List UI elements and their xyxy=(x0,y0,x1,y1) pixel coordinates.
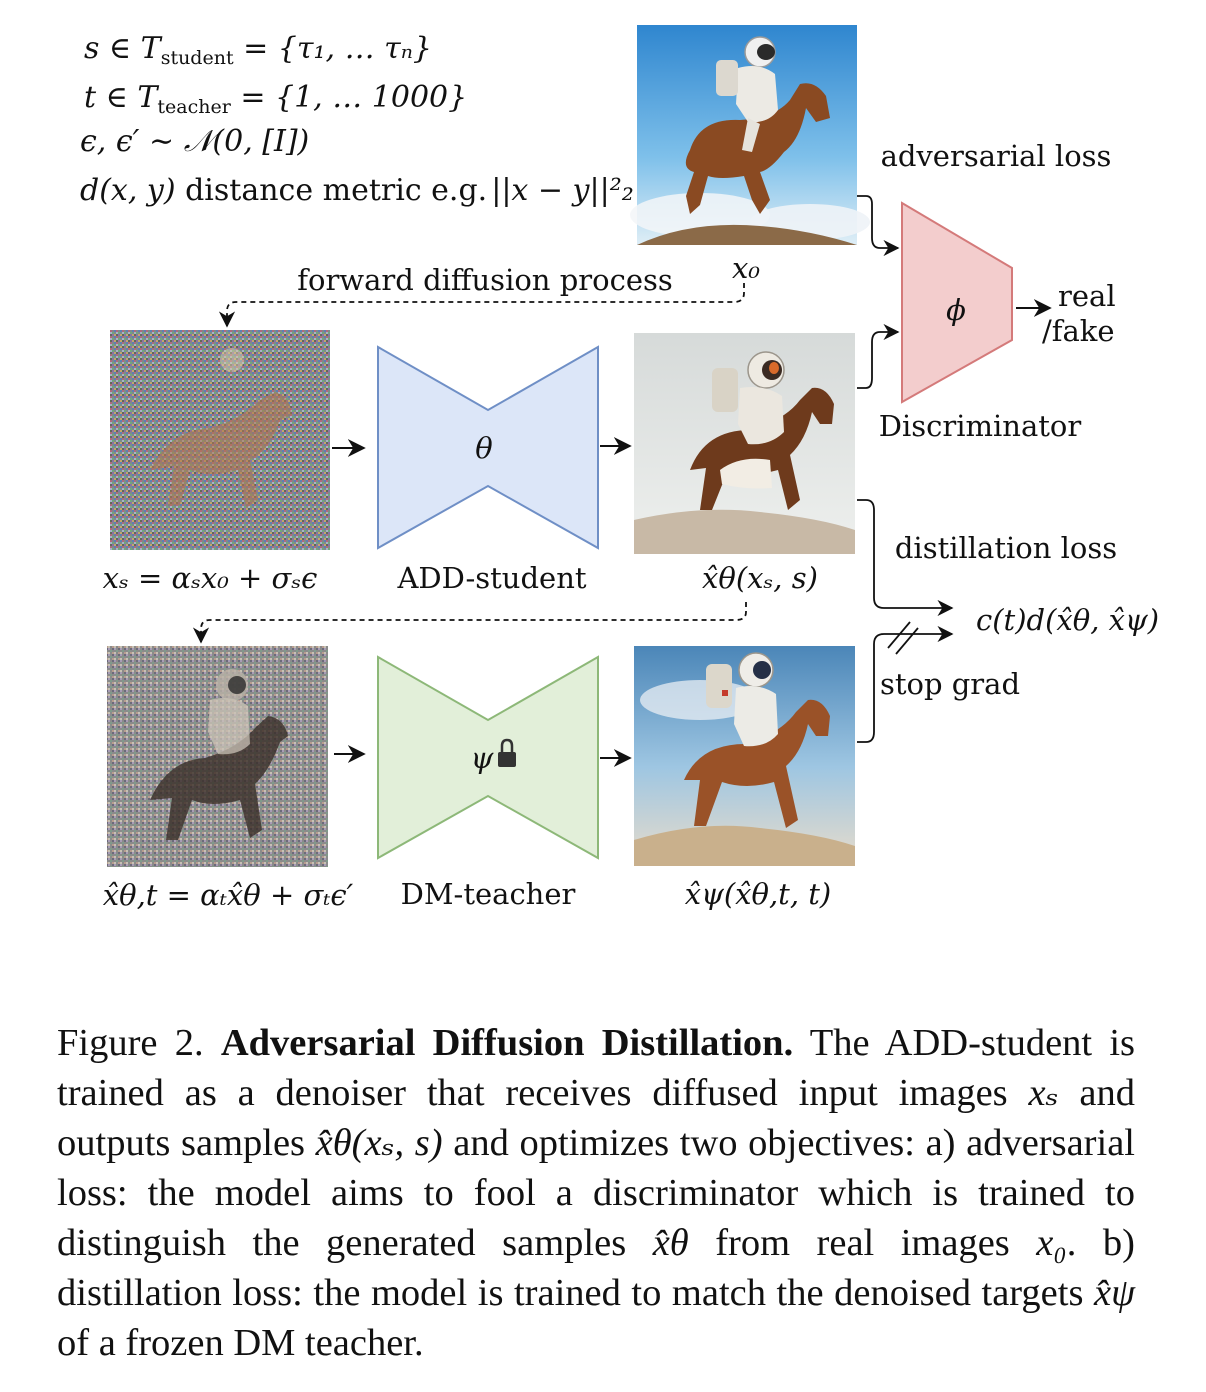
discriminator-symbol: ϕ xyxy=(946,293,966,327)
svg-text:s ∈ Tstudent = {τ₁, … τₙ} xyxy=(84,31,432,69)
notation-line3: ϵ, ϵ′ ∼ 𝒩(0, [I]) xyxy=(80,124,310,159)
label-add-student: ADD-student xyxy=(397,561,587,595)
caption-part4: from real images xyxy=(688,1222,1037,1264)
caption-math-xhat-psi: x̂ψ xyxy=(1093,1272,1135,1314)
notation-block xyxy=(80,31,634,208)
notation-line4-text: distance metric e.g. xyxy=(175,173,488,208)
label-noisy-student: x̂θ,t = αₜx̂θ + σₜϵ′ xyxy=(102,878,354,912)
caption-part3: and optimizes two objectives: a) adversarial loss: the model aims to fool a discriminator which is trained to distinguish the generated samples xyxy=(57,1122,1135,1264)
label-student-output: x̂θ(xₛ, s) xyxy=(702,561,818,595)
noisy-image-xs xyxy=(110,330,330,550)
label-real: real xyxy=(1058,279,1116,313)
label-loss-expression: c(t)d(x̂θ, x̂ψ) xyxy=(976,603,1160,637)
label-adversarial-loss: adversarial loss xyxy=(880,139,1112,173)
label-noisy-input: xₛ = αₛx₀ + σₛϵ xyxy=(102,561,318,595)
label-forward-diffusion: forward diffusion process xyxy=(297,263,673,297)
notation-line1-sub: student xyxy=(160,47,234,69)
student-symbol: θ xyxy=(475,431,493,465)
notation-line2: t ∈ T xyxy=(84,80,158,115)
label-fake: /fake xyxy=(1042,314,1115,348)
notation-line2-rest: = {1, … 1000} xyxy=(230,80,468,115)
caption-part6: of a frozen DM teacher. xyxy=(57,1322,424,1364)
caption-math-xhat-theta-xs: x̂θ(xₛ, s) xyxy=(315,1122,443,1164)
caption-figure-number: Figure 2. xyxy=(57,1022,204,1064)
notation-line1: s ∈ T xyxy=(84,31,161,66)
label-stop-grad: stop grad xyxy=(879,667,1021,701)
caption-math-xs: xₛ xyxy=(1028,1072,1059,1114)
label-distillation-loss: distillation loss xyxy=(894,531,1118,565)
renoise-arrow xyxy=(201,602,746,642)
notation-line2-sub: teacher xyxy=(157,96,231,118)
teacher-output-image xyxy=(634,646,855,866)
caption-part5: . b) distillation loss: the model is trained to match the denoised targets xyxy=(57,1222,1135,1314)
svg-text:t ∈ Tteacher = {1, … 1000} xyxy=(84,80,467,118)
caption-math-x0: x₀ xyxy=(1036,1222,1067,1264)
caption-title: Adversarial Diffusion Distillation. xyxy=(220,1022,794,1064)
noisy-student-image xyxy=(107,646,328,867)
caption-math-xhat-theta: x̂θ xyxy=(652,1222,689,1264)
caption-part1: The ADD-student is trained as a denoiser that receives diffused input images xyxy=(57,1022,1135,1114)
stop-grad-mark-2 xyxy=(896,628,918,654)
stop-grad-mark-1 xyxy=(888,622,910,648)
figure-caption xyxy=(57,1018,1135,1368)
label-x0: x₀ xyxy=(732,251,760,285)
label-discriminator: Discriminator xyxy=(878,409,1082,443)
label-dm-teacher: DM-teacher xyxy=(400,877,576,911)
teacher-symbol: ψ xyxy=(470,741,494,775)
arrow-fake-to-discriminator xyxy=(857,332,898,388)
svg-text:d(x, y) distance metric e.g.|| xyxy=(80,173,634,208)
student-output-image xyxy=(634,333,855,554)
caption-part2: and outputs samples xyxy=(57,1072,1136,1164)
notation-line1-rest: = {τ₁, … τₙ} xyxy=(233,31,432,66)
real-image-x0 xyxy=(630,25,870,245)
label-teacher-output: x̂ψ(x̂θ,t, t) xyxy=(684,877,832,911)
notation-line4-math: d(x, y) xyxy=(80,173,176,208)
notation-line4-norm: ||x − y||²₂ xyxy=(491,173,634,208)
